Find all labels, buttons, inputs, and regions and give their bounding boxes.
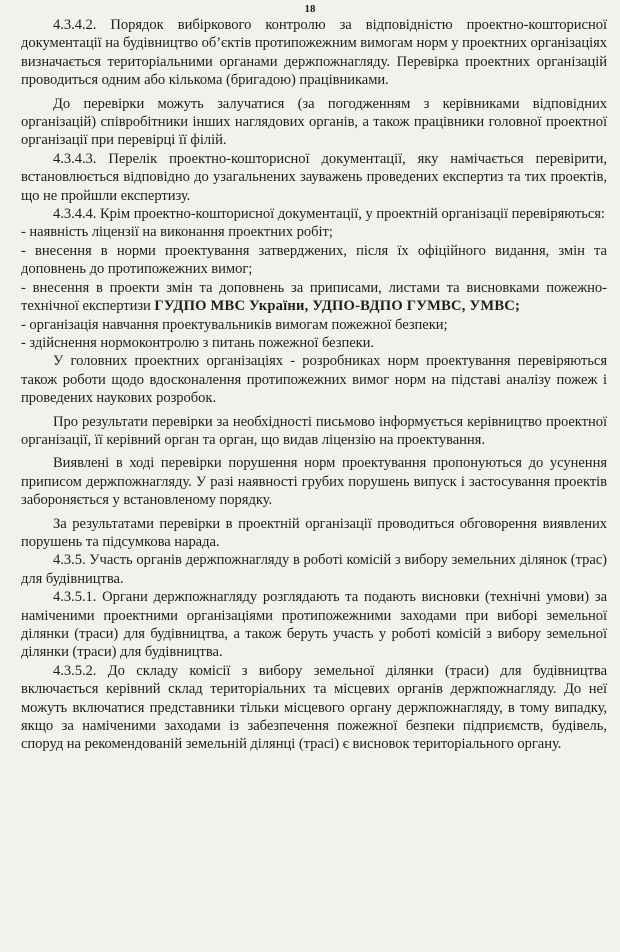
authority-names: ГУДПО МВС України, УДПО-ВДПО ГУМВС, УМВС; (154, 298, 521, 315)
list-item-project-changes-text: - внесення в проекти змін та доповнень за приписами, листами та висновками пожежно-технічної експертизи (21, 279, 607, 315)
paragraph-inspection-participants: До перевірки можуть залучатися (за погодженням з керівниками відповідних організацій) співробітники інших наглядових органів, а також працівники головної проектної організації при перевірці її філій. (21, 95, 607, 149)
paragraph-4-3-4-4: 4.3.4.4. Крім проектно-кошторисної документації, у проектній організації перевіряються: (53, 206, 605, 223)
paragraph-4-3-5: 4.3.5. Участь органів держпожнагляду в роботі комісій з вибору земельних ділянок (трас) для будівництва. (21, 552, 607, 587)
document-body (21, 16, 607, 754)
page-number: 18 (304, 3, 316, 15)
paragraph-violations: Виявлені в ході перевірки порушення норм проектування пропонуються до усунення приписом держпожнагляду. У разі наявності грубих порушень випуск і застосування проектів забороняється у встановленому порядку. (21, 455, 607, 509)
list-item-norm-changes: - внесення в норми проектування затверджених, після їх офіційного видання, змін та доповнень до протипожежних вимог; (21, 242, 607, 278)
paragraph-4-3-5-1: 4.3.5.1. Органи держпожнагляду розглядають та подають висновки (технічні умови) за наміченими проектними організаціями протипожежними заходами при виборі земельної ділянки (траси) для будівництва, а також беруть участь у роботі комісій з вибору земельної ділянки (траси) для будівництва. (21, 589, 607, 661)
paragraph-head-organizations: У головних проектних організаціях - розробниках норм проектування перевіряються також роботи щодо вдосконалення протипожежних вимог норм на підставі аналізу пожеж і проведених наукових розробок. (21, 353, 607, 407)
paragraph-4-3-4-2: 4.3.4.2. Порядок вибіркового контролю за відповідністю проектно-кошторисної документації на будівництво об’єктів протипожежним вимогам норм у проектних організаціях визначається територіальними органами держпожнагляду. Перевірка проектних організацій проводиться одним або кількома (бригадою) працівниками. (21, 17, 607, 89)
paragraph-4-3-4-3: 4.3.4.3. Перелік проектно-кошторисної документації, яку намічається перевірити, встановлюється відповідно до узагальнених зауважень проведених експертиз та тих проектів, що не пройшли експертизу. (21, 150, 607, 204)
paragraph-4-3-5-2: 4.3.5.2. До складу комісії з вибору земельної ділянки (траси) для будівництва включається керівний склад територіальних та місцевих органів держпожнагляду. До неї можуть включатися представники тільки місцевого органу держпожнагляду, в тому випадку, якщо за наміченими заходами із забезпечення пожежної безпеки підприємств, будівель, споруд на рекомендованій земельній ділянці (трасі) є висновок територіального органу. (21, 662, 607, 753)
list-item-training: - організація навчання проектувальників вимогам пожежної безпеки; (21, 316, 448, 333)
paragraph-meeting: За результатами перевірки в проектній організації проводиться обговорення виявлених порушень та підсумкова нарада. (21, 515, 607, 550)
list-item-license: - наявність ліцензії на виконання проектних робіт; (21, 224, 333, 241)
paragraph-results-info: Про результати перевірки за необхідності письмово інформується керівництво проектної організації, її керівний орган та орган, що видав ліцензію на проектування. (21, 413, 607, 448)
list-item-norm-control: - здійснення нормоконтролю з питань пожежної безпеки. (21, 334, 375, 351)
list-item-project-changes (21, 279, 607, 316)
